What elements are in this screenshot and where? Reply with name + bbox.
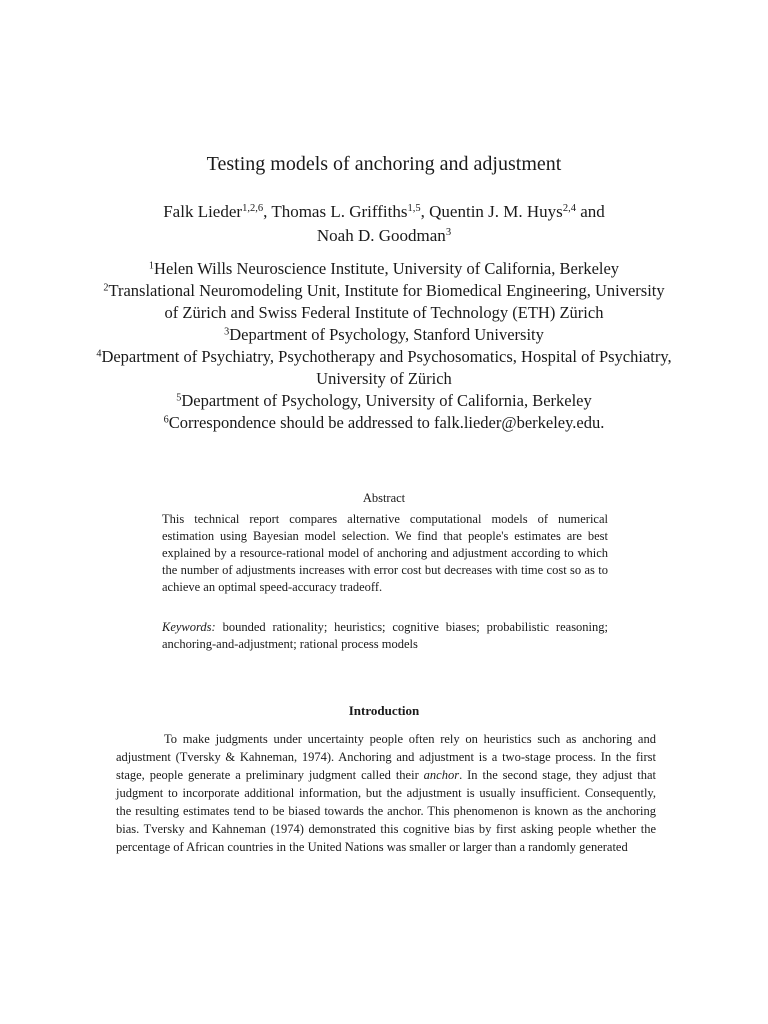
affiliation-item xyxy=(95,324,673,346)
affiliation-marker: 1 xyxy=(148,260,155,272)
keywords-text: bounded rationality; heuristics; cognitive biases; probabilistic reasoning; anchoring-and-adjustment; rational process models xyxy=(162,620,609,651)
affiliation-item xyxy=(95,390,673,412)
affiliation-text: Helen Wills Neuroscience Institute, University of California, Berkeley xyxy=(154,259,620,278)
abstract-heading: Abstract xyxy=(362,491,406,505)
affiliation-text: Correspondence should be addressed to falk.lieder@berkeley.edu. xyxy=(168,413,605,432)
author-affiliation-marker: 1,2,6 xyxy=(242,203,264,215)
author-affiliation-marker: 3 xyxy=(445,227,452,239)
author-name: Falk Lieder xyxy=(163,202,243,221)
author-name: Thomas L. Griffiths xyxy=(271,202,408,221)
author-list xyxy=(110,200,658,248)
affiliation-text: Department of Psychiatry, Psychotherapy and Psychosomatics, Hospital of Psychiatry, University of Zürich xyxy=(101,347,672,388)
introduction-heading: Introduction xyxy=(348,703,420,718)
affiliation-marker: 2 xyxy=(103,282,109,294)
affiliation-list xyxy=(95,258,673,434)
keywords xyxy=(162,619,608,653)
author-affiliation-marker: 1,5 xyxy=(407,203,421,215)
author-separator: , xyxy=(420,202,430,221)
affiliation-marker: 5 xyxy=(176,392,182,404)
affiliation-item xyxy=(95,258,673,280)
author-separator: and xyxy=(575,202,605,221)
author-name: Noah D. Goodman xyxy=(316,226,446,245)
author-separator: , xyxy=(263,202,272,221)
affiliation-marker: 3 xyxy=(224,326,230,338)
introduction-text-part: To make judgments under uncertainty people often rely on heuristics such as anchoring and adjustment (Tversky & Kahneman, 1974). Anchoring and adjustment is a two-stage process. In the first stage, people generate a preliminary judgment called their xyxy=(116,732,656,782)
keywords-label: Keywords: xyxy=(162,620,216,634)
anchor-term: anchor xyxy=(423,768,460,782)
affiliation-text: Department of Psychology, University of California, Berkeley xyxy=(181,391,592,410)
affiliation-text: Department of Psychology, Stanford University xyxy=(229,325,544,344)
introduction-paragraph xyxy=(116,730,656,856)
affiliation-item xyxy=(95,280,673,324)
affiliation-item xyxy=(95,412,673,434)
affiliation-marker: 4 xyxy=(96,348,102,360)
affiliation-item xyxy=(95,346,673,390)
author-affiliation-marker: 2,4 xyxy=(562,203,576,215)
introduction-text-part: . In the second stage, they adjust that judgment to incorporate additional information, but the adjustment is usually insufficient. Consequently, the resulting estimates tend to be biased towards the anchor. This phenomenon is known as the anchoring bias. Tversky and Kahneman (1974) demonstrated this cognitive bias by first asking people whether the percentage of African countries in the United Nations was smaller or larger than a randomly generated xyxy=(116,768,657,854)
paper-title: Testing models of anchoring and adjustment xyxy=(206,153,562,175)
affiliation-text: Translational Neuromodeling Unit, Institute for Biomedical Engineering, University of Zürich and Swiss Federal Institute of Technology (ETH) Zürich xyxy=(108,281,665,322)
author-name: Quentin J. M. Huys xyxy=(429,202,563,221)
affiliation-marker: 6 xyxy=(163,414,169,426)
abstract-body: This technical report compares alternative computational models of numerical estimation using Bayesian model selection. We find that people's estimates are best explained by a resource-rational model of anchoring and adjustment according to which the number of adjustments increases with error cost but decreases with time cost so as to achieve an optimal speed-accuracy tradeoff. xyxy=(162,512,608,594)
